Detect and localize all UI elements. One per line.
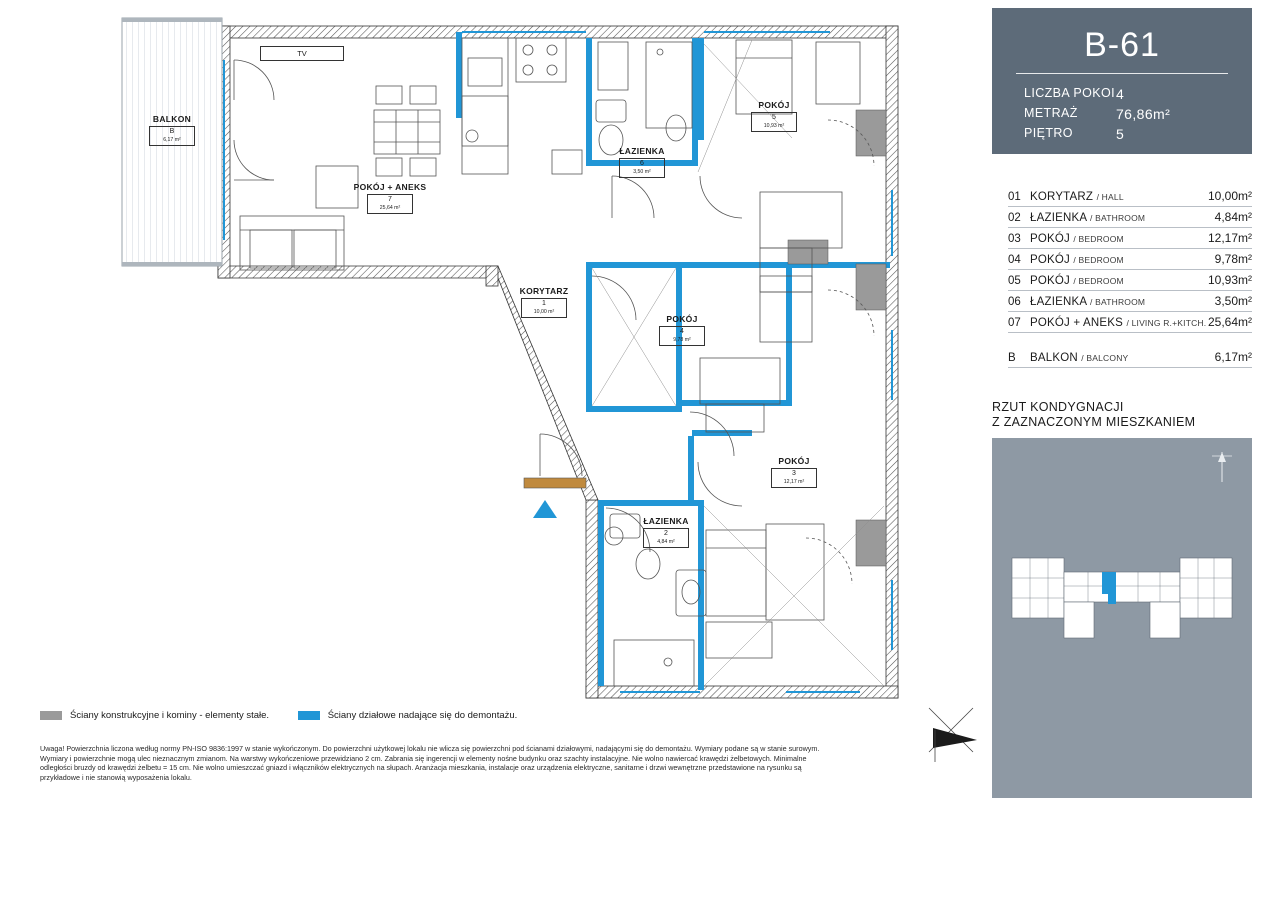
row-name-en: / BATHROOM [1089, 297, 1146, 307]
row-number: 02 [1008, 212, 1021, 224]
room-label-salon [320, 182, 460, 214]
row-name-en: / BEDROOM [1073, 276, 1124, 286]
row-name-en: / LIVING R.+KITCH. [1126, 318, 1207, 328]
minimap-building-outline [1010, 556, 1234, 642]
row-name-pl: POKÓJ [1030, 275, 1070, 287]
table-row [1008, 207, 1252, 228]
room-number: 4 [680, 328, 684, 335]
header-value: 5 [1116, 126, 1125, 142]
row-area: 10,00m² [1207, 189, 1252, 203]
room-name: POKÓJ + ANEKS [353, 182, 427, 192]
room-name: ŁAZIENKA [619, 146, 665, 156]
room-number: 2 [664, 530, 668, 537]
header-value: 76,86m² [1116, 106, 1171, 122]
legend-text: Ściany działowe nadające się do demontażu. [327, 710, 518, 721]
header-key: PIĘTRO [1024, 126, 1073, 140]
apartment-code: B-61 [1084, 26, 1160, 64]
row-number: 03 [1008, 233, 1021, 245]
row-area: 9,78m² [1214, 252, 1252, 266]
row-name-pl: POKÓJ [1030, 254, 1070, 266]
table-row [1008, 228, 1252, 249]
minimap-title-line2: Z ZAZNACZONYM MIESZKANIEM [992, 415, 1196, 429]
wall-type-legend [40, 710, 640, 723]
row-name [1030, 352, 1215, 364]
room-box [521, 298, 567, 318]
room-name: POKÓJ [758, 100, 790, 110]
disclaimer-note: Uwaga! Powierzchnia liczona według normy PN-ISO 9836:1997 w stanie wykończonym. Do powierzchni użytkowej lokalu nie wlicza się powierzchni pod ścianami działowymi, nadającymi się do demontażu. Wymiary podane są w stanie surowym. Wymiary i powierzchnie mogą ulec nieznacznym zmianom. Na warstwy wykończeniowe przewidziano 2 cm. Zabrania się ingerencji w elementy nośne budynku oraz szachty instalacyjne. Nie wolno nawiercać krawędzi żelbetowych. Minimalne odległości bruzdy od krawędzi żelbetu = 15 cm. Nie wolno umieszczać gniazd i włączników elektrycznych na słupach. Aranżacja mieszkania, instalacje oraz urządzenia elektryczne, sanitarne i drzwi wewnętrzne przedstawione na rysunku są przykładowe i nie stanowią wyposażenia lokalu. [40, 744, 820, 782]
row-area: 4,84m² [1214, 210, 1252, 224]
table-row [1008, 186, 1252, 207]
room-name: KORYTARZ [519, 286, 569, 296]
row-name-en: / BATHROOM [1089, 213, 1146, 223]
row-name-en: / BALCONY [1081, 353, 1129, 363]
row-name [1030, 191, 1208, 203]
legend-item-partition [298, 710, 518, 721]
row-name-en: / HALL [1096, 192, 1124, 202]
table-row [1008, 270, 1252, 291]
swatch-partition-icon [298, 711, 320, 720]
table-row [1008, 291, 1252, 312]
row-area: 12,17m² [1207, 231, 1252, 245]
room-name: BALKON [152, 114, 192, 124]
row-number: B [1008, 352, 1016, 364]
header-key: LICZBA POKOI [1024, 86, 1115, 100]
room-label-lazienka-6 [594, 146, 690, 178]
room-number: 7 [388, 196, 392, 203]
room-area: 12,17 m² [783, 479, 805, 485]
minimap-title [992, 400, 1252, 430]
header-value: 4 [1116, 86, 1125, 102]
table-spacer [1008, 333, 1252, 347]
row-name-pl: ŁAZIENKA [1030, 296, 1087, 308]
room-area: 3,50 m² [633, 169, 651, 175]
room-label-korytarz [496, 286, 592, 318]
room-area: 25,64 m² [379, 205, 401, 211]
furniture-bathroom-6 [596, 42, 692, 155]
row-area: 3,50m² [1214, 294, 1252, 308]
room-number: 3 [792, 470, 796, 477]
room-name: POKÓJ [778, 456, 810, 466]
minimap-compass-icon [1208, 450, 1236, 484]
row-number: 04 [1008, 254, 1021, 266]
header-key: METRAŻ [1024, 106, 1078, 120]
row-name [1030, 212, 1215, 224]
table-row [1008, 249, 1252, 270]
header-divider [1016, 73, 1228, 74]
row-name [1030, 317, 1208, 329]
room-area: 4,84 m² [657, 539, 675, 545]
room-area: 6,17 m² [163, 137, 181, 143]
partition-walls [456, 32, 890, 690]
room-box [643, 528, 689, 548]
room-name: ŁAZIENKA [643, 516, 689, 526]
furniture-living [240, 38, 628, 270]
room-label-pokoj-4 [634, 314, 730, 346]
swatch-structural-icon [40, 711, 62, 720]
furniture-room-4 [700, 276, 812, 432]
tv-label: TV [260, 46, 344, 61]
doors [234, 60, 874, 584]
floor-minimap [992, 438, 1252, 798]
room-number: 6 [640, 160, 644, 167]
row-name-pl: POKÓJ + ANEKS [1030, 317, 1124, 329]
room-area: 10,00 m² [533, 309, 555, 315]
room-label-balkon [124, 114, 220, 146]
room-box [367, 194, 413, 214]
entry-door [524, 478, 586, 518]
row-name-en: / BEDROOM [1073, 234, 1124, 244]
legend-item-structural [40, 710, 269, 721]
header-row-rooms [992, 84, 1252, 104]
drawing-guides [592, 40, 884, 686]
header-row-area [992, 104, 1252, 124]
row-name [1030, 254, 1215, 266]
internal-structure [788, 110, 886, 566]
room-box [751, 112, 797, 132]
row-name [1030, 296, 1215, 308]
minimap-title-line1: RZUT KONDYGNACJI [992, 400, 1124, 414]
room-label-pokoj-3 [746, 456, 842, 488]
row-name-pl: POKÓJ [1030, 233, 1070, 245]
table-row [1008, 312, 1252, 333]
room-number: 5 [772, 114, 776, 121]
apartment-header [992, 8, 1252, 154]
room-number: 1 [542, 300, 546, 307]
room-name: POKÓJ [666, 314, 698, 324]
row-name-pl: ŁAZIENKA [1030, 212, 1087, 224]
room-box [619, 158, 665, 178]
compass-rose [915, 700, 995, 770]
table-row-balcony [1008, 347, 1252, 368]
row-number: 07 [1008, 317, 1021, 329]
room-label-lazienka-2 [618, 516, 714, 548]
row-area: 10,93m² [1207, 273, 1252, 287]
row-number: 06 [1008, 296, 1021, 308]
room-number: B [169, 128, 175, 135]
row-name [1030, 275, 1208, 287]
row-area: 25,64m² [1207, 315, 1252, 329]
room-schedule [1008, 186, 1252, 368]
row-name [1030, 233, 1208, 245]
furniture-room-3 [614, 524, 824, 686]
room-label-pokoj-5 [726, 100, 822, 132]
row-number: 05 [1008, 275, 1021, 287]
room-area: 9,78 m² [673, 337, 691, 343]
legend-text: Ściany konstrukcyjne i kominy - elementy stałe. [70, 710, 270, 721]
row-number: 01 [1008, 191, 1021, 203]
room-box [659, 326, 705, 346]
room-box [149, 126, 195, 146]
row-name-pl: BALKON [1030, 352, 1078, 364]
row-name-en: / BEDROOM [1073, 255, 1124, 265]
header-row-floor [992, 124, 1252, 144]
row-name-pl: KORYTARZ [1030, 191, 1094, 203]
room-area: 10,93 m² [763, 123, 785, 129]
info-panel [992, 0, 1280, 905]
row-area: 6,17m² [1214, 350, 1252, 364]
room-box [771, 468, 817, 488]
